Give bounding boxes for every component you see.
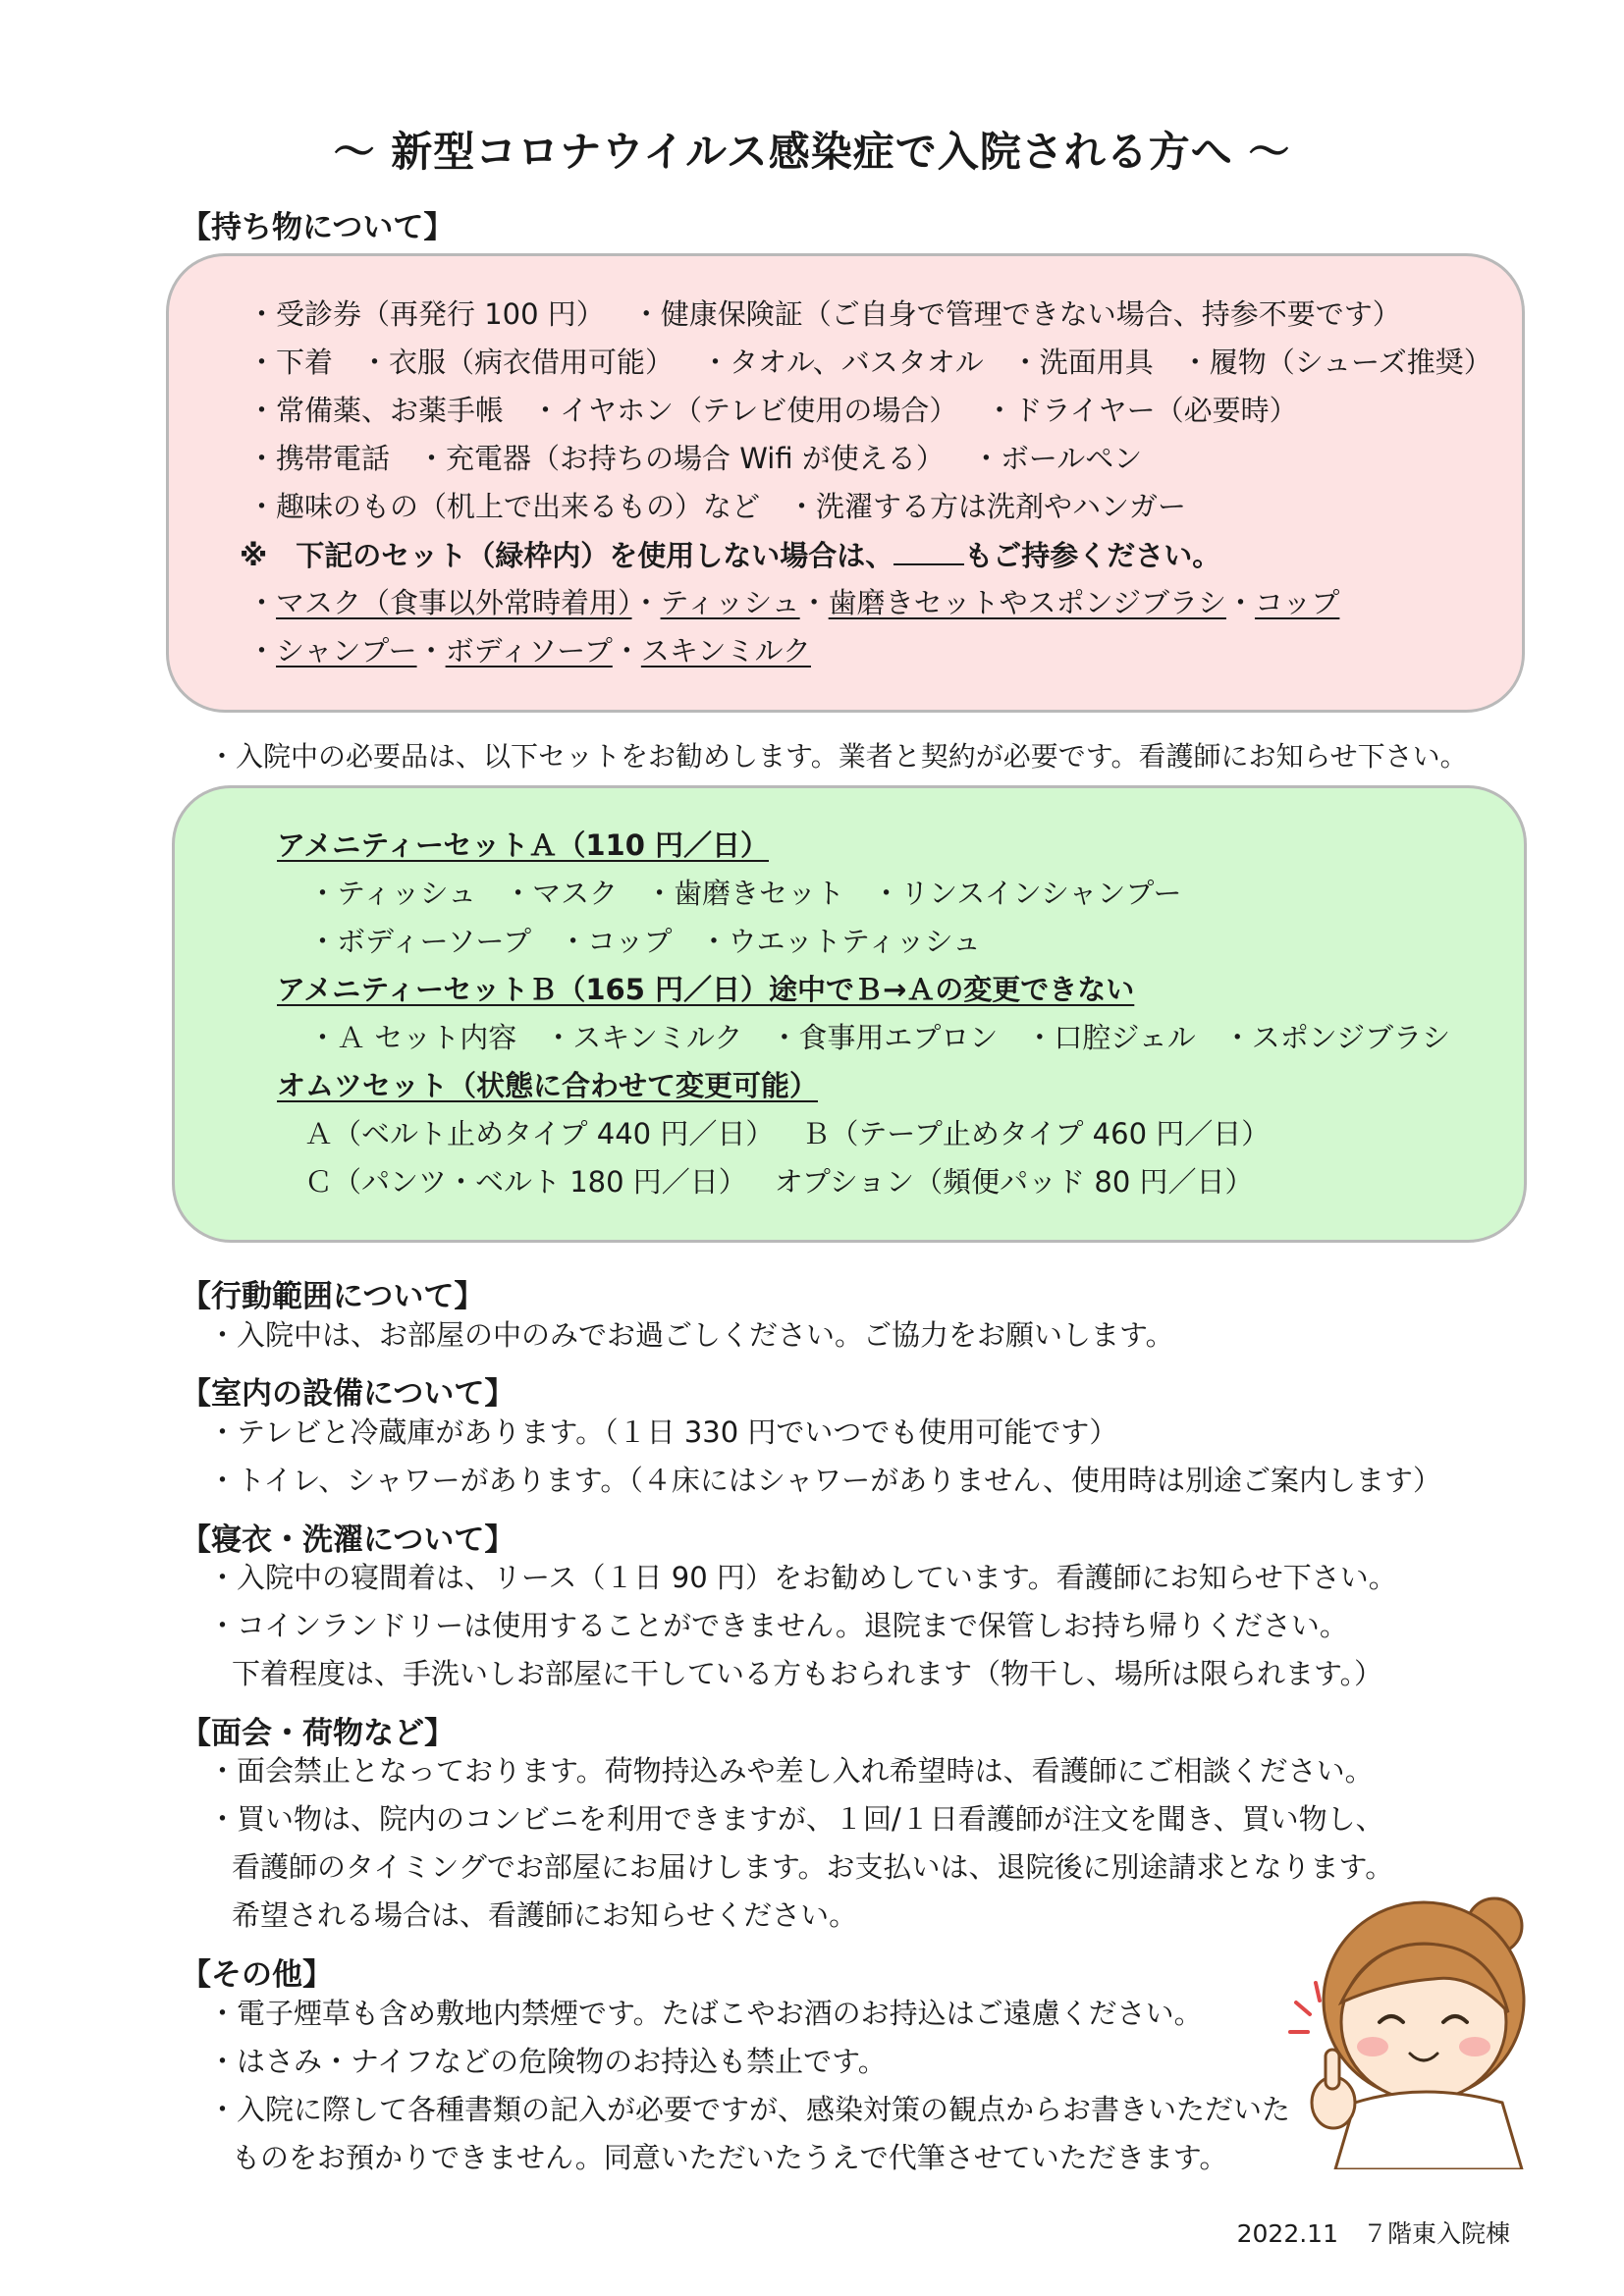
visits-line: 希望される場合は、看護師にお知らせください。 xyxy=(232,1898,858,1932)
belongings-heading: 【持ち物について】 xyxy=(181,210,455,245)
other-line: ・入院に際して各種書類の記入が必要ですが、感染対策の観点からお書きいただいた xyxy=(208,2093,1291,2126)
item: 歯磨きセットやスポンジブラシ xyxy=(828,586,1226,619)
item: ・健康保険証（ご自身で管理できない場合、持参不要です） xyxy=(631,297,1401,331)
item: スキンミルク xyxy=(640,634,811,667)
item: ・マスク xyxy=(504,877,619,910)
activity-heading: 【行動範囲について】 xyxy=(181,1279,485,1314)
other-heading: 【その他】 xyxy=(181,1957,333,1993)
item: コップ xyxy=(1254,586,1340,619)
item: ・歯磨きセット xyxy=(645,877,845,910)
bullet: ・ xyxy=(799,586,829,619)
visits-line: ・買い物は、院内のコンビニを利用できますが、１回/１日看護師が注文を聞き、買い物し、 xyxy=(208,1802,1384,1836)
item: ・イヤホン（テレビ使用の場合） xyxy=(531,394,958,427)
bullet: ・ xyxy=(612,634,641,667)
bullet: ・ xyxy=(247,586,277,619)
item: ・リンスインシャンプー xyxy=(872,877,1182,910)
belongings-row-5 xyxy=(247,490,1187,523)
item: ティッシュ xyxy=(660,586,800,619)
item: ・Ａ セット内容 xyxy=(308,1021,517,1054)
omutsu-row-2 xyxy=(304,1165,1254,1199)
note-blank xyxy=(893,542,964,565)
bullet: ・ xyxy=(1225,586,1255,619)
item: オプション（頻便パッド 80 円／日） xyxy=(774,1165,1254,1199)
bullet: ・ xyxy=(631,586,661,619)
belongings-row-3 xyxy=(247,394,1298,427)
item: ・ティッシュ xyxy=(308,877,477,910)
footer-date: 2022.11 ７階東入院棟 xyxy=(1236,2219,1510,2248)
item: ・食事用エプロン xyxy=(770,1021,999,1054)
item: マスク（食事以外常時着用） xyxy=(276,586,632,619)
item: ・受診券（再発行 100 円） xyxy=(247,297,605,331)
set-a-row-1 xyxy=(308,877,1182,910)
item: ・ドライヤー（必要時） xyxy=(985,394,1298,427)
visits-line: 看護師のタイミングでお部屋にお届けします。お支払いは、退院後に別途請求となります。 xyxy=(232,1850,1394,1884)
item: ・携帯電話 xyxy=(247,442,391,475)
item: ・コップ xyxy=(559,925,673,958)
item: ・口腔ジェル xyxy=(1025,1021,1196,1054)
page-title: ～ 新型コロナウイルス感染症で入院される方へ ～ xyxy=(333,128,1291,176)
item: ・ボディーソープ xyxy=(308,925,532,958)
item: ・タオル、バスタオル xyxy=(701,346,984,379)
omutsu-row-1 xyxy=(304,1117,1271,1150)
item: ・趣味のもの（机上で出来るもの）など xyxy=(247,490,761,523)
other-line: ・はさみ・ナイフなどの危険物のお持込も禁止です。 xyxy=(208,2045,887,2078)
item: ・ウエットティッシュ xyxy=(699,925,982,958)
item: ・スポンジブラシ xyxy=(1222,1021,1451,1054)
laundry-heading: 【寝衣・洗濯について】 xyxy=(181,1522,515,1558)
facilities-line: ・テレビと冷蔵庫があります。（１日 330 円でいつでも使用可能です） xyxy=(208,1415,1118,1449)
facilities-line: ・トイレ、シャワーがあります。（４床にはシャワーがありません、使用時は別途ご案内します） xyxy=(208,1464,1441,1497)
nurse-illustration xyxy=(1276,1885,1551,2169)
belongings-note xyxy=(240,539,1221,572)
item: Ａ（ベルト止めタイプ 440 円／日） xyxy=(304,1117,775,1150)
omutsu-title: オムツセット（状態に合わせて変更可能） xyxy=(277,1069,819,1102)
laundry-line: ・コインランドリーは使用することができません。退院まで保管しお持ち帰りください。 xyxy=(208,1609,1348,1642)
laundry-line: 下着程度は、手洗いしお部屋に干している方もおられます（物干し、場所は限られます。） xyxy=(232,1657,1383,1690)
item: シャンプー xyxy=(276,634,417,667)
facilities-heading: 【室内の設備について】 xyxy=(181,1376,515,1412)
item: ・洗面用具 xyxy=(1010,346,1154,379)
item: ・履物（シューズ推奨） xyxy=(1180,346,1492,379)
belongings-row-2 xyxy=(247,348,1492,377)
note-text: もご持参ください。 xyxy=(964,539,1221,572)
visits-line: ・面会禁止となっております。荷物持込みや差し入れ希望時は、看護師にご相談ください。 xyxy=(208,1754,1374,1788)
other-line: ものをお預かりできません。同意いただいたうえで代筆させていただきます。 xyxy=(232,2141,1228,2174)
belongings-row-7 xyxy=(247,586,1340,619)
item: Ｂ（テープ止めタイプ 460 円／日） xyxy=(801,1117,1271,1150)
item: ・常備薬、お薬手帳 xyxy=(247,394,505,427)
item: ・充電器（お持ちの場合 Wifi が使える） xyxy=(417,442,945,475)
belongings-row-8 xyxy=(247,634,811,667)
bullet: ・ xyxy=(247,634,277,667)
belongings-row-4 xyxy=(247,442,1143,475)
visits-heading: 【面会・荷物など】 xyxy=(181,1716,455,1751)
set-b-title: アメニティーセットＢ（165 円／日）途中でＢ→Ａの変更できない xyxy=(277,973,1135,1006)
set-a-row-2 xyxy=(308,925,982,958)
set-a-title: アメニティーセットＡ（110 円／日） xyxy=(277,828,769,862)
item: ボディソープ xyxy=(445,634,613,667)
note-text: ※ 下記のセット（緑枠内）を使用しない場合は、 xyxy=(240,539,894,572)
item: ・下着 xyxy=(247,346,334,379)
laundry-line: ・入院中の寝間着は、リース（１日 90 円）をお勧めしています。看護師にお知らせ下さい。 xyxy=(208,1561,1397,1594)
belongings-row-1 xyxy=(247,297,1401,331)
set-b-row-1 xyxy=(308,1021,1451,1054)
other-line: ・電子煙草も含め敷地内禁煙です。たばこやお酒のお持込はご遠慮ください。 xyxy=(208,1997,1203,2030)
item: ・洗濯する方は洗剤やハンガー xyxy=(787,490,1187,523)
item: ・ボールペン xyxy=(971,442,1143,475)
bullet: ・ xyxy=(416,634,446,667)
item: ・衣服（病衣借用可能） xyxy=(360,346,675,379)
activity-line: ・入院中は、お部屋の中のみでお過ごしください。ご協力をお願いします。 xyxy=(208,1318,1174,1352)
item: Ｃ（パンツ・ベルト 180 円／日） xyxy=(304,1165,747,1199)
item: ・スキンミルク xyxy=(544,1021,743,1054)
recommend-text: ・入院中の必要品は、以下セットをお勧めします。業者と契約が必要です。看護師にお知らせ下さい。 xyxy=(208,740,1468,773)
